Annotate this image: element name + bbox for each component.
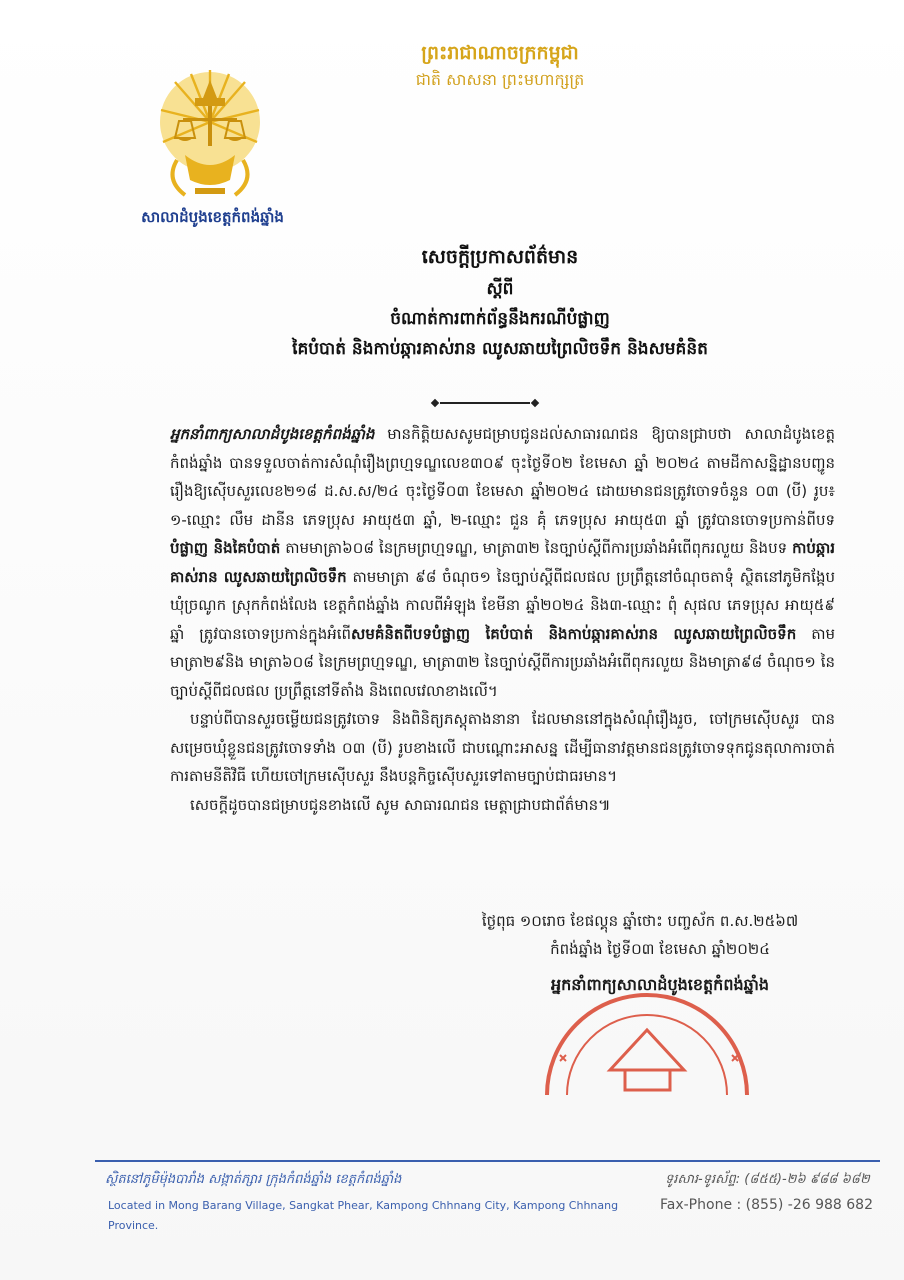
title-line-2: ស្ដីពី: [486, 279, 514, 299]
paragraph-2: បន្ទាប់ពីបានសួរចម្លើយជនត្រូវចោទ និងពិនិត្យភស្តុតាងនានា ដែលមាននៅក្នុងសំណុំរឿងរួច, ចៅក្រមស៊ើបសួរ បានសម្រេចឃុំខ្លួនជនត្រូវចោទទាំង ០៣ (បី) រូបខាងលើ ជាបណ្ដោះអាសន្ន ដើម្បីធានាវត្តមានជនត្រូវចោទទុកជូនតុលាការចាត់ការតាមនីតិវិធី ហើយចៅក្រមស៊ើបសួរ នឹងបន្តកិច្ចស៊ើបសួរទៅតាមច្បាប់ជាធរមាន។: [170, 710, 835, 785]
court-emblem-icon: [155, 60, 265, 210]
title-line-3: ចំណាត់ការពាក់ព័ន្ធនឹងករណីបំផ្លាញ: [390, 309, 610, 329]
spokesperson-label: អ្នកនាំពាក្យសាលាដំបូងខេត្តកំពង់ឆ្នាំង: [170, 425, 375, 443]
official-seal-icon: [540, 985, 755, 1095]
title-line-4: គៃបំបាត់ និងកាប់ឆ្ការគាស់រាន ឈូសឆាយព្រៃលិចទឹក និងសមគំនិត: [292, 339, 708, 359]
p1-text-c: តាមមាត្រា៦០៨ នៃក្រមព្រហ្មទណ្ឌ, មាត្រា៣២ នៃច្បាប់ស្ដីពីការប្រឆាំងអំពើពុករលួយ និងបទ: [280, 539, 793, 557]
court-name: សាលាដំបូងខេត្តកំពង់ឆ្នាំង: [141, 208, 284, 226]
paragraph-3: សេចក្ដីដូចបានជម្រាបជូនខាងលើ សូម សាធារណជន មេត្តាជ្រាបជាព័ត៌មាន៕: [190, 795, 611, 814]
paragraph-1: [170, 420, 835, 705]
kingdom-name: ព្រះរាជាណាចក្រកម្ពុជា: [421, 42, 579, 64]
title-line-1: សេចក្ដីប្រកាសព័ត៌មាន: [421, 246, 579, 268]
p1-text-e: តាមមាត្រា២៩និង មាត្រា៦០៨ នៃក្រមព្រហ្មទណ្ឌ, មាត្រា៣២ នៃច្បាប់ស្ដីពីការប្រឆាំងអំពើពុករលួយ និងមាត្រា៩៨ ចំណុច១ នៃ ច្បាប់ស្ដីពីជលផល ប្រព្រឹត្តនៅទីតាំង និងពេលវេលាខាងលើ។: [170, 624, 836, 700]
p1-charge-1: បំផ្លាញ និងគៃបំបាត់: [170, 539, 281, 557]
p1-charge-2: កាប់ឆ្ការគាស់រាន ឈូសឆាយព្រៃលិចទឹក: [170, 539, 835, 586]
footer-phone-english: Fax-Phone : (855) -26 988 682: [660, 1197, 873, 1213]
footer-divider: [95, 1160, 880, 1162]
document-title: [140, 240, 860, 364]
footer-address-khmer: ស្ថិតនៅភូមិម៉ុងបារាំង សង្កាត់ភ្សារ ក្រុងកំពង់ឆ្នាំង ខេត្តកំពង់ឆ្នាំង: [105, 1172, 402, 1187]
footer-phone-khmer: ទូរសារ-ទូរស័ព្ទ: (៨៥៥)-២៦ ៩៨៨ ៦៨២: [665, 1172, 870, 1187]
kingdom-header: [350, 40, 650, 94]
p1-text-a: មានកិត្តិយសសូមជម្រាបជូនដល់សាធារណជន ឱ្យបានជ្រាបថា សាលាដំបូងខេត្តកំពង់ឆ្នាំង បានទទួលចាត់ការសំណុំរឿងព្រហ្មទណ្ឌលេខ៣០៩ ចុះថ្ងៃទី០២ ខែមេសា ឆ្នាំ ២០២៤ តាមដីកាសន្និដ្ឋានបញ្ជូនរឿងឱ្យស៊ើបសួរលេខ២១៨ ដ.ស.ស/២៤ ចុះថ្ងៃទី០៣ ខែមេសា ឆ្នាំ២០២៤ ដោយមានជនត្រូវចោទចំនួន ០៣ (បី) រូប៖ ១-ឈ្មោះ លឹម ដានីន ភេទប្រុស អាយុ៥៣ ឆ្នាំ, ២-ឈ្មោះ ជួន គុំ ភេទប្រុស អាយុ៥៣ ឆ្នាំ ត្រូវបានចោទប្រកាន់ពីបទ: [170, 425, 835, 529]
footer-address-english: Located in Mong Barang Village, Sangkat Phear, Kampong Chhnang City, Kampong Chhnang Province.: [108, 1199, 619, 1232]
title-divider: [440, 402, 530, 404]
national-motto: ជាតិ សាសនា ព្រះមហាក្សត្រ: [415, 70, 585, 89]
lunar-date: ថ្ងៃពុធ ១០រោច ខែផល្គុន ឆ្នាំថោះ បញ្ចស័ក ព.ស.២៥៦៧: [481, 912, 799, 930]
place-date: កំពង់ឆ្នាំង ថ្ងៃទី០៣ ខែមេសា ឆ្នាំ២០២៤: [550, 940, 770, 958]
p1-text-d: តាមមាត្រា ៩៨ ចំណុច១ នៃច្បាប់ស្ដីពីជលផល ប្រព្រឹត្តនៅចំណុចតាទុំ ស្ថិតនៅភូមិកង្កែប ឃុំច្រណូក ស្រុកកំពង់លែង ខេត្តកំពង់ឆ្នាំង កាលពីអំឡុង ខែមីនា ឆ្នាំ២០២៤ និង៣-ឈ្មោះ ពុំ សុផល ភេទប្រុស អាយុ៥៩ ឆ្នាំ ត្រូវបានចោទប្រកាន់ក្នុងអំពើ: [170, 567, 835, 643]
signatory-title: អ្នកនាំពាក្យសាលាដំបូងខេត្តកំពង់ឆ្នាំង: [550, 975, 770, 994]
document-body: [170, 420, 835, 819]
p1-charge-3: សមគំនិតពីបទបំផ្លាញ គៃបំបាត់ និងកាប់ឆ្ការគាស់រាន ឈូសឆាយព្រៃលិចទឹក: [351, 624, 797, 643]
